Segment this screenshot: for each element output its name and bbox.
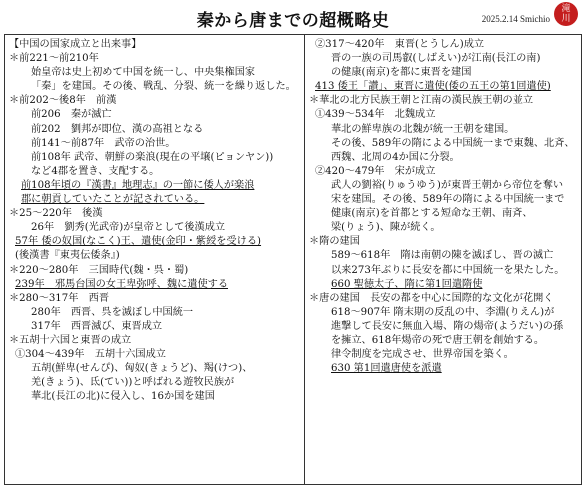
text-line: ①304～439年 五胡十六国成立 — [15, 349, 166, 361]
text-line: 【中国の国家成立と出来事】 — [9, 39, 142, 50]
text-line: 630 第1回遣唐使を派遣 — [331, 363, 442, 375]
text-line: ②420～479年 宋が成立 — [315, 165, 436, 177]
text-line: 郡に朝貢していたことが記されている。 — [21, 194, 205, 206]
author-date: 2025.2.14 Smichio — [481, 14, 550, 24]
text-line: 律令制度を完成させ、世界帝国を築く。 — [331, 349, 514, 361]
text-line: ＊220～280年 三国時代(魏・呉・蜀) — [9, 264, 189, 276]
text-line: 589～618年 隋は南朝の陳を滅ぼし、晋の滅亡 — [331, 250, 554, 262]
text-line: ②317～420年 東晋(とうしん)成立 — [315, 39, 485, 50]
text-line: 武人の劉裕(りゅうゆう)が東晋王朝から帝位を奪い — [331, 179, 564, 191]
text-line: 始皇帝は史上初めて中国を統一し、中央集権国家 — [31, 67, 256, 79]
text-line: 前141～前87年 武帝の治世。 — [31, 137, 176, 149]
text-line: の健康(南京)を都に東晋を建国 — [331, 67, 472, 79]
text-line: 26年 劉秀(光武帝)が皇帝として後漢成立 — [31, 222, 226, 234]
text-line: 317年 西晋滅び、東晋成立 — [31, 320, 163, 332]
page-title: 秦から唐までの超概略史 — [196, 11, 390, 31]
seal-icon: 滝 川 — [554, 2, 578, 26]
text-line: その後、589年の隋による中国統一まで東魏、北斉、 — [331, 137, 575, 149]
text-line: ＊五胡十六国と東晋の成立 — [9, 334, 132, 346]
text-line: 前206 秦が滅亡 — [31, 109, 112, 121]
text-line: など4郡を置き、支配する。 — [31, 165, 160, 177]
text-line: ＊前221～前210年 — [9, 53, 99, 65]
text-line: 239年 邪馬台国の女王卑弥呼、魏に遣使する — [15, 278, 229, 290]
text-line: 羌(きょう)、氐(てい))と呼ばれる遊牧民族が — [31, 377, 235, 389]
text-line: 前202 劉邦が即位、漢の高祖となる — [31, 123, 204, 135]
text-line: ＊華北の北方民族王朝と江南の漢民族王朝の並立 — [309, 95, 534, 107]
text-line: 梁(りょう)、陳が続く。 — [331, 222, 441, 234]
text-line: 57年 倭の奴国(なこく)王、遣使(金印・紫綬を受ける) — [15, 236, 262, 248]
text-line: を擁立、618年煬帝の死で唐王朝を創始する。 — [331, 334, 545, 346]
text-line: 前108年頃の『漢書』地理志』の一節に倭人が楽浪 — [21, 179, 255, 191]
text-line: 進撃して長安に無血入場、隋の煬帝(ようだい)の孫 — [331, 320, 564, 332]
text-line: 晋の一族の司馬叡(しばえい)が江南(長江の南) — [331, 53, 541, 65]
text-line: 413 倭王「讃」、東晋に遣使(倭の五王の第1回遣使) — [315, 81, 551, 93]
text-line: ①439～534年 北魏成立 — [315, 109, 436, 121]
text-line: 618～907年 隋末期の反乱の中、李淵(りえん)が — [331, 306, 555, 318]
text-line: 華北(長江の北)に侵入し、16か国を建国 — [31, 391, 215, 403]
text-line: ＊280～317年 西晋 — [9, 292, 110, 304]
text-line: 660 聖徳太子、隋に第1回遣隋使 — [331, 278, 483, 290]
page-header — [0, 0, 586, 32]
text-line: 280年 西晋、呉を滅ぼし中国統一 — [31, 306, 194, 318]
text-line: ＊隋の建国 — [309, 236, 360, 248]
left-column — [5, 35, 305, 484]
text-line: 前108年 武帝、朝鮮の楽浪(現在の平壌(ピョンヤン)) — [31, 151, 274, 163]
history-table — [4, 34, 582, 485]
text-line: (後漢書『東夷伝倭条』) — [15, 250, 120, 262]
text-line: 以来273年ぶりに長安を都に中国統一を果たした。 — [331, 264, 565, 276]
right-column — [305, 35, 581, 484]
text-line: ＊唐の建国 長安の都を中心に国際的な文化が花開く — [309, 292, 554, 304]
text-line: 華北の鮮卑族の北魏が統一王朝を建国。 — [331, 123, 515, 135]
text-line: 西魏、北周の4か国に分裂。 — [331, 151, 460, 163]
text-line: ＊25～220年 後漢 — [9, 208, 103, 220]
text-line: 健康(南京)を首都とする短命な王朝、南斉、 — [331, 208, 533, 220]
text-line: 宋を建国。その後、589年の隋による中国統一まで — [331, 194, 565, 206]
text-line: ＊前202～後8年 前漢 — [9, 95, 117, 107]
text-line: 「秦」を建国。その後、戦乱、分裂、統一を繰り返した。 — [31, 81, 296, 93]
text-line: 五胡(鮮卑(せんぴ)、匈奴(きょうど)、羯(けつ)、 — [31, 363, 253, 375]
